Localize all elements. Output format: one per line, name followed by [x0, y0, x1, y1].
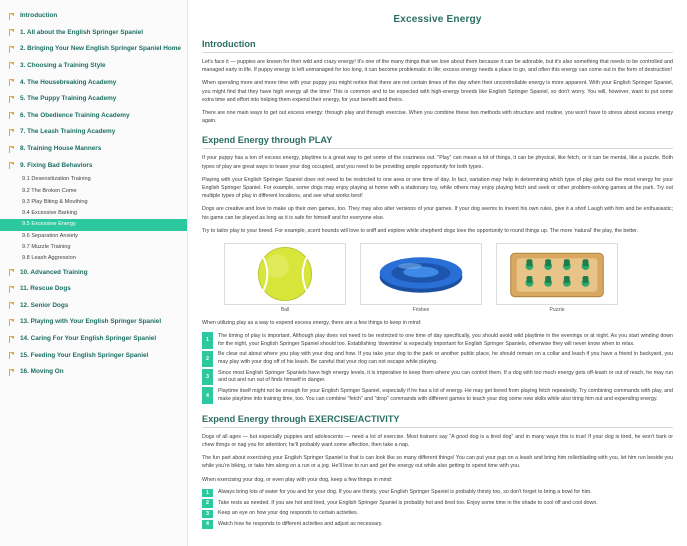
sidebar-item[interactable] [0, 108, 187, 125]
intro-paragraph-1: Let's face it — puppies are known for their wild and crazy energy! It's one of the many things that we love about them because it can be adorable, but it's also something that needs to be controlled and managed early in life. If puppy energy is left unmanaged for too long, it can become problematic in life; excess energy needs a place to go, and often this energy can come out in the form of destruction! [202, 59, 673, 74]
sidebar-item-label: 5. The Puppy Training Academy [20, 95, 117, 103]
list-item-text: Keep an eye on how your dog responds to certain activities. [218, 510, 359, 517]
sidebar-item[interactable] [0, 25, 187, 42]
sidebar-subitem[interactable]: 9.8 Leash Aggression [22, 255, 76, 262]
sidebar-item[interactable] [0, 124, 187, 141]
list-item-number: 3 [202, 510, 213, 518]
illustration-caption: Puzzle [549, 307, 565, 314]
intro-paragraph-2: When spending more and more time with your puppy you might notice that there are not certain times of the day when their uncontrollable energy is more apparent. With your English Springer Spaniel, you might find that they have high energy all the time! This is common and to be expected with high-energy breeds like English Springer Spaniel, so don't worry. You will, however, want to put some extra time and effort into helping them expend their energy, for your benefit and theirs. [202, 80, 673, 103]
list-item-number: 1 [202, 489, 213, 497]
flag-icon [8, 96, 15, 103]
sidebar-item-label: 15. Feeding Your English Springer Spaniel [20, 351, 149, 359]
flag-icon [8, 112, 15, 119]
intro-paragraph-3: There are one main ways to get out excess energy: through play and through exercise. When you combine these two methods with structure and routine, you won't have to stress about excess energy again. [202, 110, 673, 125]
sidebar-subitem-list [0, 174, 187, 264]
exercise-paragraph-2: The fun part about exercising your English Springer Spaniel is that is can look like so many different things! You can put your pup on a leash and bring him rollerblading with you, let him run beside you while you're biking, or take him along on a run or a jog. He'll love to run and get the energy out while also getting to spend time with you. [202, 455, 673, 470]
sidebar-item[interactable] [0, 41, 187, 58]
sidebar-subitem[interactable]: 9.4 Excessive Barking [22, 210, 78, 217]
page-title: Excessive Energy [393, 14, 482, 25]
sidebar-item-label: 12. Senior Dogs [20, 301, 69, 309]
flag-icon [8, 62, 15, 69]
flag-icon [8, 352, 15, 359]
sidebar-item[interactable] [0, 281, 187, 298]
illustration-ball [224, 243, 346, 313]
list-item-number: 2 [202, 351, 213, 367]
list-item-number: 1 [202, 332, 213, 348]
sidebar-item-list [0, 8, 187, 381]
flag-icon [8, 319, 15, 326]
play-paragraph-1: If your puppy has a ton of excess energy, playtime is a great way to get some of the craziness out. "Play" can mean a lot of things, it can be physical, like fetch, or it can be mental, like a puzzle. Both types of play are great ways to tease your dog occupied, and you need to be providing ample opportunity for both types. [202, 155, 673, 170]
sidebar-item-label: 16. Moving On [20, 368, 64, 376]
sidebar-navigation[interactable] [0, 0, 188, 546]
play-paragraph-2: Playing with your English Springer Spaniel does not need to be restricted to one area or one time of day. In fact, variation may help in determining which type of play gets out the most energy for your English Springer Spaniel. For example, some dogs may enjoy playing at home with a stationary toy, while others may enjoy playing fetch and seek or other problem-solving games at the park. Try out multiple types of play in different locations, and see what works best! [202, 176, 673, 200]
sidebar-item[interactable] [0, 298, 187, 315]
list-item-number: 3 [202, 369, 213, 385]
list-item-number: 2 [202, 499, 213, 507]
sidebar-item[interactable] [0, 8, 187, 25]
sidebar-item-label: 9. Fixing Bad Behaviors [20, 161, 93, 169]
sidebar-item[interactable] [0, 158, 187, 175]
sidebar-item[interactable] [0, 265, 187, 282]
flag-icon [8, 146, 15, 153]
list-item-number: 4 [202, 520, 213, 528]
sidebar-item[interactable] [0, 141, 187, 158]
sidebar-subitem[interactable]: 9.6 Separation Anxiety [22, 232, 78, 239]
list-item [202, 489, 673, 497]
list-item-text: Always bring lots of water for you and for your dog. If you are thirsty, your English Springer Spaniel is probably thirsty too, so don't forget to bring a bowl for him. [218, 489, 592, 496]
sidebar-item-label: 8. Training House Manners [20, 145, 102, 153]
play-paragraph-3: Dogs are creative and love to make up their own games, too. They may also alter versions of your games. If your dog seems to invent his own rules, give it a shot! Laugh with him and be enthusiastic; his game can be played as long as it is safe for himself and for everyone else. [202, 206, 673, 221]
illustration-caption: Frisbee [412, 307, 430, 314]
section-heading-play: Expend Energy through PLAY [202, 135, 673, 149]
list-item [202, 499, 673, 507]
sidebar-item-label: Introduction [20, 12, 58, 19]
tennis-ball-icon [224, 243, 346, 305]
flag-icon [8, 13, 15, 20]
sidebar-item-label: 2. Bringing Your New English Springer Spaniel Home [20, 45, 181, 53]
section-heading-exercise: Expend Energy through EXERCISE/ACTIVITY [202, 414, 673, 428]
sidebar-item-label: 1. All about the English Springer Spaniel [20, 28, 143, 36]
flag-icon [8, 286, 15, 293]
list-item [202, 510, 673, 518]
list-item [202, 520, 673, 528]
sidebar-subitem[interactable]: 9.1 Desensitization Training [22, 176, 91, 183]
list-item-text: The timing of play is important. Although play does not need to be restricted to one time of day specifically, you should avoid wild playtime in the evenings or at night. As you start winding down for the night, your English Springer Spaniel should too. Establishing 'downtime' is especially important for English Springer Spaniels, otherwise they will never know when to relax. [218, 332, 673, 347]
sidebar-subitem[interactable]: 9.5 Excessive Energy [0, 219, 187, 230]
flag-icon [8, 302, 15, 309]
list-item-text: Be clear out about where you play with your dog and how. If you take your dog to the park or another public place, he should remain on a collar and leash if you have a friend in backyard, you may play with your dog off of his leash. Be careful that your dog can not escape while playing. [218, 351, 673, 366]
list-item-text: Playtime itself might not be enough for your English Springer Spaniel, especially if he has a lot of energy. He may get bored from playing fetch repeatedly. Try combining commands with play, and make playtime into training time, too. You can combine "fetch" and "drop" commands with different games to teach your dog some new skills while also tiring him out and expending energy. [218, 387, 673, 402]
sidebar-item[interactable] [0, 331, 187, 348]
illustration-row [224, 243, 673, 313]
sidebar-item[interactable] [0, 58, 187, 75]
sidebar-subitem[interactable]: 9.3 Play Biting & Mouthing [22, 198, 88, 205]
illustration-puzzle [496, 243, 618, 313]
sidebar-item-label: 3. Choosing a Training Style [20, 61, 106, 69]
exercise-tips-intro: When exercising your dog, or even play with your dog, keep a few things in mind: [202, 476, 393, 483]
flag-icon [8, 162, 15, 169]
exercise-paragraph-1: Dogs of all ages — but especially puppies and adolescents — need a lot of exercise. Most trainers say "A good dog is a tired dog" and in many ways this is true! If your dog is tired, he won't bark or chew things or nag you for attention; he'll probably want some affection, then take a nap. [202, 433, 673, 448]
list-item-text: Watch how he responds to different activities and adjust as necessary. [218, 520, 383, 527]
sidebar-item-label: 7. The Leash Training Academy [20, 128, 116, 136]
sidebar-subitem[interactable]: 9.7 Muzzle Training [22, 244, 71, 250]
sidebar-item-label: 4. The Housebreaking Academy [20, 78, 117, 86]
list-item [202, 332, 673, 348]
list-item [202, 369, 673, 385]
document-content [188, 0, 687, 546]
sidebar-item-label: 11. Rescue Dogs [20, 285, 71, 293]
flag-icon [8, 369, 15, 376]
sidebar-item[interactable] [0, 75, 187, 92]
sidebar-item-label: 14. Caring For Your English Springer Spaniel [20, 335, 157, 343]
sidebar-item-label: 10. Advanced Training [20, 268, 88, 276]
sidebar-item[interactable] [0, 348, 187, 365]
list-item-number: 4 [202, 387, 213, 403]
exercise-tips-list [202, 489, 673, 529]
list-item-text: Since most English Springer Spaniels have high energy levels, it is imperative to keep them where you can control them. If a dog with too much energy gets off-leash or out of reach, he may run and out and run out of finds himself in danger. [218, 369, 673, 384]
frisbee-icon [360, 243, 482, 305]
illustration-frisbee [360, 243, 482, 313]
sidebar-item-label: 13. Playing with Your English Springer Spaniel [20, 318, 162, 326]
list-item [202, 351, 673, 367]
sidebar-subitem[interactable]: 9.2 The Broken Come [22, 187, 77, 194]
illustration-caption: Ball [280, 307, 290, 314]
flag-icon [8, 336, 15, 343]
flag-icon [8, 29, 15, 36]
sidebar-item[interactable] [0, 91, 187, 108]
puzzle-board-icon [496, 243, 618, 305]
section-heading-introduction: Introduction [202, 39, 673, 53]
sidebar-item[interactable] [0, 314, 187, 331]
play-tips-list [202, 332, 673, 404]
sidebar-item-label: 6. The Obedience Training Academy [20, 111, 130, 119]
play-paragraph-4: Try to tailor play to your breed. For example, scent hounds will love to sniff and explore while shepherd dogs love the opportunity to round things up. The more 'natural' the play, the better. [202, 227, 639, 234]
sidebar-item[interactable] [0, 364, 187, 381]
flag-icon [8, 79, 15, 86]
play-tips-intro: When utilizing play as a way to expend excess energy, there are a few things to keep in mind: [202, 320, 422, 327]
flag-icon [8, 129, 15, 136]
flag-icon [8, 46, 15, 53]
list-item-text: Take rests as needed. If you are hot and tired, your English Springer Spaniel is probably hot and tired too. Enjoy some time in the shade to cool off and cool down. [218, 499, 598, 506]
flag-icon [8, 269, 15, 276]
list-item [202, 387, 673, 403]
